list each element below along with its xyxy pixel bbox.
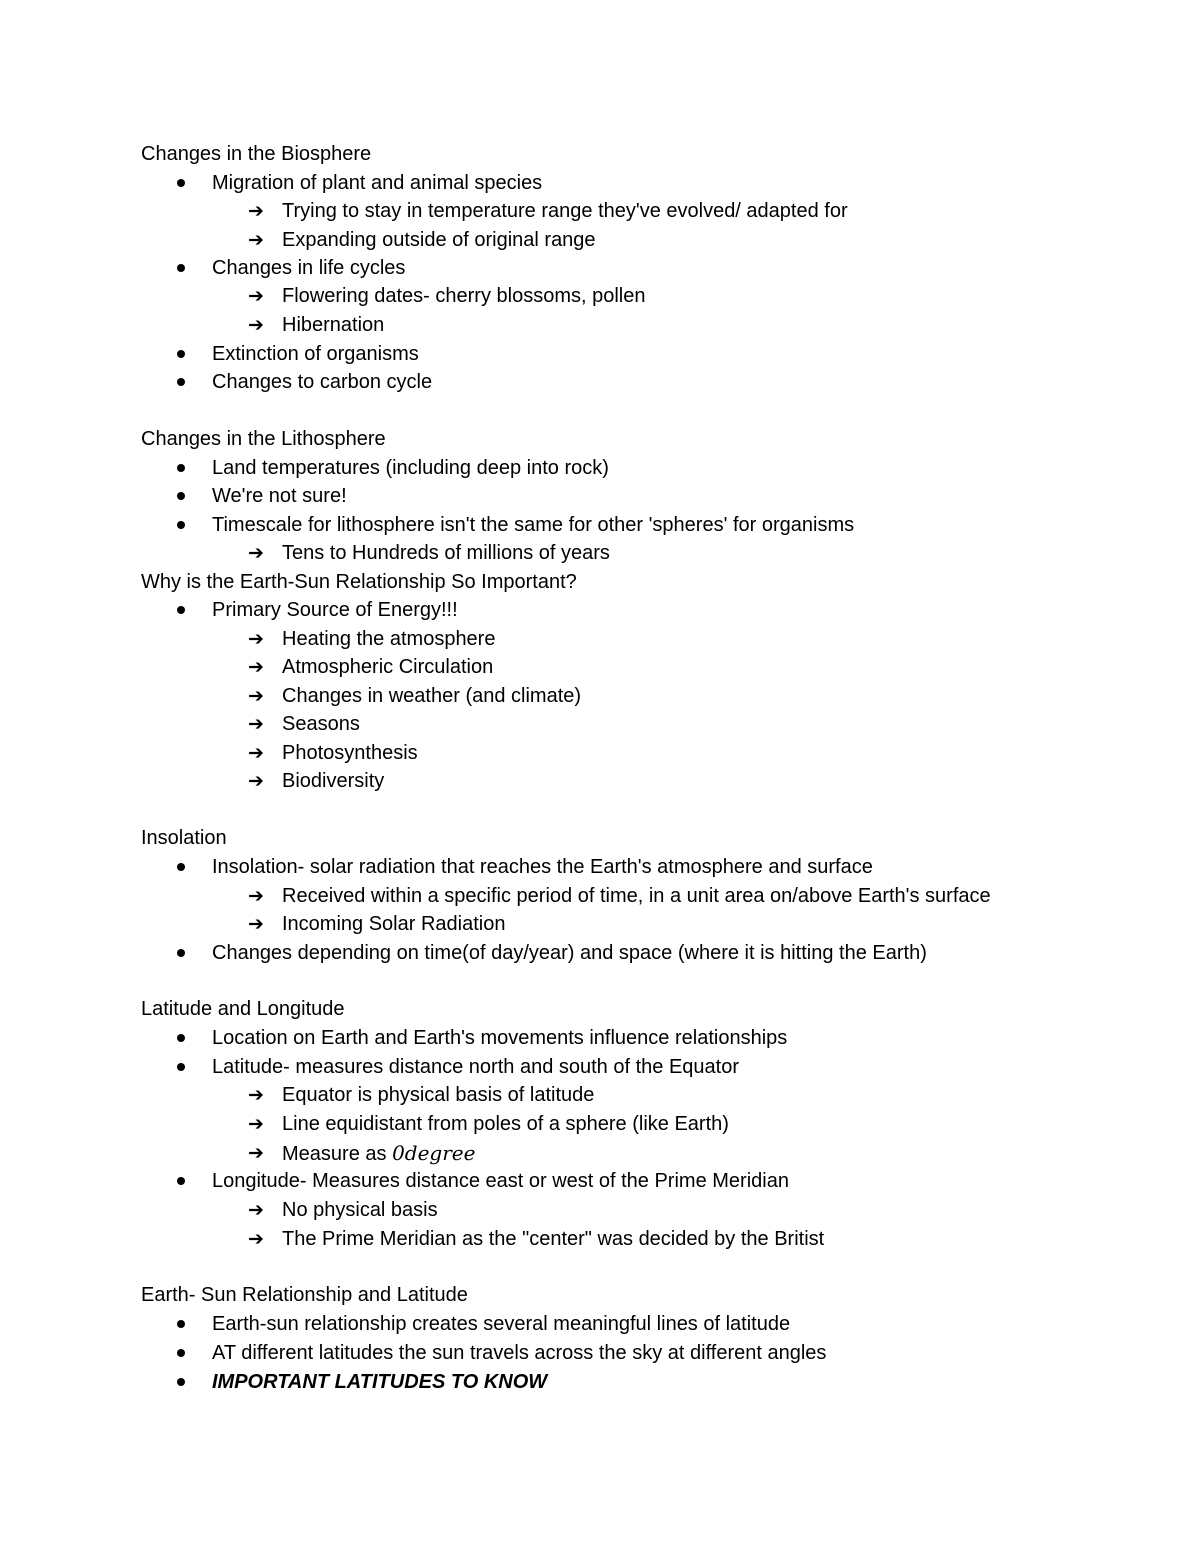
bullet-text: Changes to carbon cycle	[212, 371, 433, 393]
bullet-text: AT different latitudes the sun travels across the sky at different angles	[212, 1342, 827, 1364]
bullet-dot-icon	[177, 264, 185, 272]
arrow-icon: ➔	[248, 285, 264, 307]
sub-bullet-text: Tens to Hundreds of millions of years	[282, 542, 610, 564]
arrow-icon: ➔	[248, 314, 264, 336]
bullet-text: Earth-sun relationship creates several meaningful lines of latitude	[212, 1313, 791, 1335]
arrow-icon: ➔	[248, 1199, 264, 1221]
sub-bullet-text: Heating the atmosphere	[282, 628, 496, 650]
bullet-text: Migration of plant and animal species	[212, 172, 543, 194]
bullet-dot-icon	[177, 863, 185, 871]
sub-bullet-text: No physical basis	[282, 1199, 438, 1221]
math-expression: 0degree	[392, 1141, 476, 1165]
bullet-text: Insolation- solar radiation that reaches the Earth's atmosphere and surface	[212, 856, 873, 878]
bullet-dot-icon	[177, 179, 185, 187]
sub-bullet-text: Seasons	[282, 713, 360, 735]
bullet-text: Location on Earth and Earth's movements influence relationships	[212, 1027, 788, 1049]
bullet-dot-icon	[177, 464, 185, 472]
arrow-icon: ➔	[248, 542, 264, 564]
bullet-text: Timescale for lithosphere isn't the same for other 'spheres' for organisms	[212, 514, 855, 536]
sub-bullet-text: Photosynthesis	[282, 742, 418, 764]
sub-bullet-text: Incoming Solar Radiation	[282, 913, 506, 935]
section-heading-earth-sun-latitude: Earth- Sun Relationship and Latitude	[141, 1284, 468, 1306]
arrow-icon: ➔	[248, 713, 264, 735]
section-heading-insolation: Insolation	[141, 827, 227, 849]
sub-bullet-text: Changes in weather (and climate)	[282, 685, 582, 707]
measure-prefix: Measure as	[282, 1143, 393, 1165]
arrow-icon: ➔	[248, 1142, 264, 1164]
arrow-icon: ➔	[248, 1113, 264, 1135]
bullet-dot-icon	[177, 1034, 185, 1042]
arrow-icon: ➔	[248, 1228, 264, 1250]
arrow-icon: ➔	[248, 628, 264, 650]
bullet-text: Primary Source of Energy!!!	[212, 599, 458, 621]
sub-bullet-text	[282, 1139, 475, 1168]
bullet-dot-icon	[177, 492, 185, 500]
arrow-icon: ➔	[248, 656, 264, 678]
bullet-text: Longitude- Measures distance east or west of the Prime Meridian	[212, 1170, 789, 1192]
bullet-dot-icon	[177, 1349, 185, 1357]
arrow-icon: ➔	[248, 685, 264, 707]
section-heading-lithosphere: Changes in the Lithosphere	[141, 428, 386, 450]
bullet-dot-icon	[177, 1320, 185, 1328]
arrow-icon: ➔	[248, 1084, 264, 1106]
sub-bullet-text: Expanding outside of original range	[282, 229, 596, 251]
section-heading-biosphere: Changes in the Biosphere	[141, 143, 372, 165]
bullet-dot-icon	[177, 1177, 185, 1185]
sub-bullet-text: The Prime Meridian as the "center" was decided by the Britist	[282, 1228, 825, 1250]
bullet-dot-icon	[177, 350, 185, 358]
bullet-dot-icon	[177, 1378, 185, 1386]
bullet-dot-icon	[177, 949, 185, 957]
sub-bullet-text: Received within a specific period of time, in a unit area on/above Earth's surface	[282, 885, 991, 907]
sub-bullet-text: Hibernation	[282, 314, 385, 336]
bullet-text: Latitude- measures distance north and south of the Equator	[212, 1056, 740, 1078]
bullet-text: We're not sure!	[212, 485, 347, 507]
bullet-dot-icon	[177, 378, 185, 386]
sub-bullet-text: Line equidistant from poles of a sphere (like Earth)	[282, 1113, 729, 1135]
section-heading-earth-sun: Why is the Earth-Sun Relationship So Important?	[141, 571, 577, 593]
sub-bullet-text: Flowering dates- cherry blossoms, pollen	[282, 285, 646, 307]
section-heading-latitude-longitude: Latitude and Longitude	[141, 998, 345, 1020]
bullet-dot-icon	[177, 606, 185, 614]
arrow-icon: ➔	[248, 913, 264, 935]
bullet-dot-icon	[177, 1063, 185, 1071]
bullet-text: Changes depending on time(of day/year) and space (where it is hitting the Earth)	[212, 942, 927, 964]
arrow-icon: ➔	[248, 885, 264, 907]
sub-bullet-text: Trying to stay in temperature range they've evolved/ adapted for	[282, 200, 848, 222]
sub-bullet-text: Biodiversity	[282, 770, 385, 792]
bullet-dot-icon	[177, 521, 185, 529]
bullet-text: Land temperatures (including deep into rock)	[212, 457, 609, 479]
arrow-icon: ➔	[248, 200, 264, 222]
arrow-icon: ➔	[248, 742, 264, 764]
bullet-text: Extinction of organisms	[212, 343, 419, 365]
bullet-text: Changes in life cycles	[212, 257, 406, 279]
sub-bullet-text: Equator is physical basis of latitude	[282, 1084, 595, 1106]
bullet-text-emphasis: IMPORTANT LATITUDES TO KNOW	[212, 1371, 548, 1393]
sub-bullet-text: Atmospheric Circulation	[282, 656, 494, 678]
arrow-icon: ➔	[248, 770, 264, 792]
arrow-icon: ➔	[248, 229, 264, 251]
